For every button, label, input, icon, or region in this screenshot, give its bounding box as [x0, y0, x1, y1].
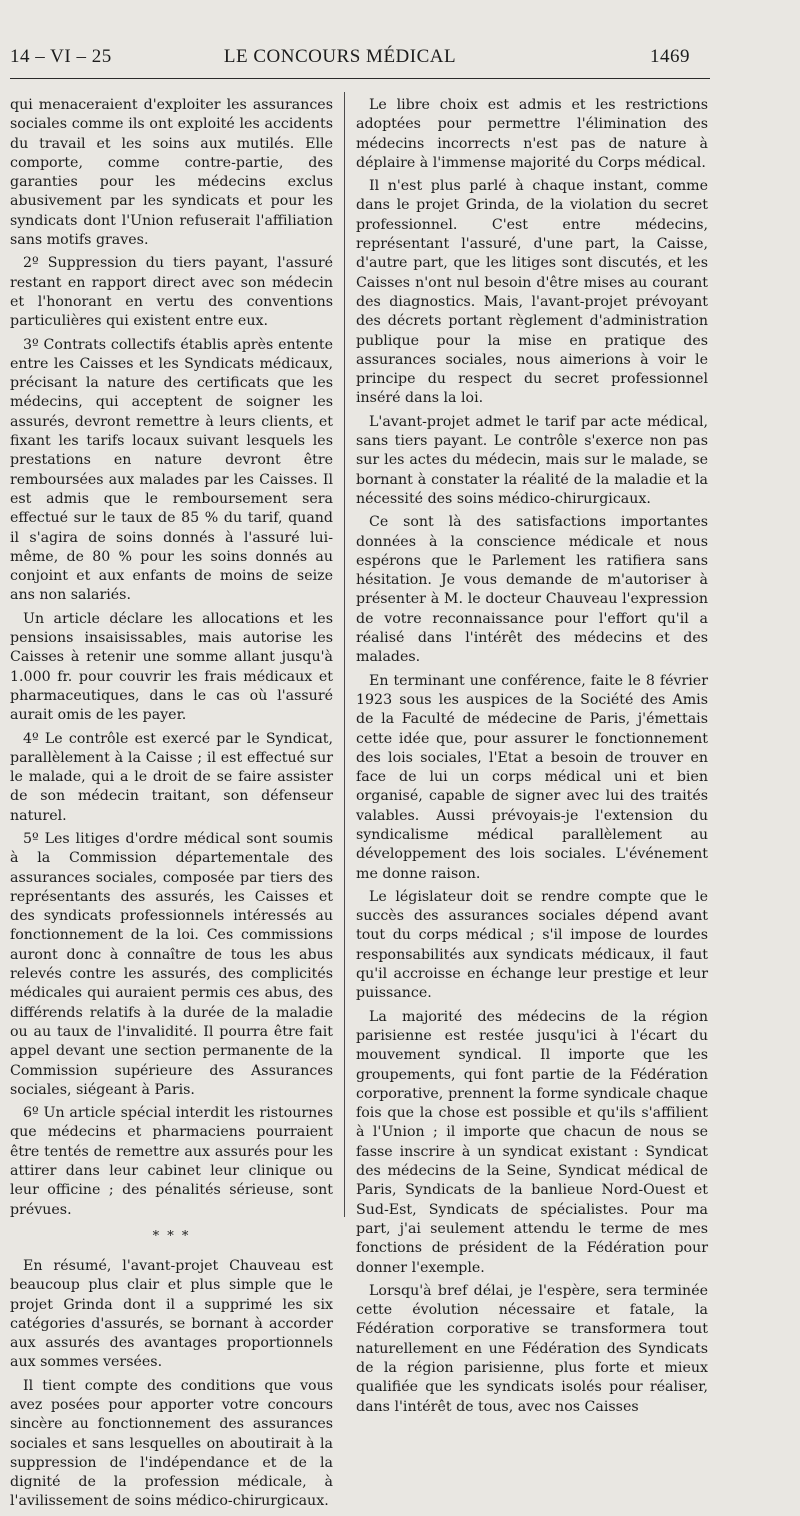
paragraph: En résumé, l'avant-projet Chauveau est beaucoup plus clair et plus simple que le projet Grinda dont il a supprimé les six catégories d'assurés, se bornant à accorder aux assurés des avantages proportionnels aux sommes versées.: [10, 1257, 333, 1371]
header-rule: [10, 78, 710, 79]
column-divider: [344, 92, 345, 1217]
section-asterism: * * *: [152, 1228, 191, 1244]
paragraph: 3º Contrats collectifs établis après entente entre les Caisses et les Syndicats médicaux, précisant la nature des certificats que les médecins, qui acceptent de soigner les assurés, devront remettre à leurs clients, et fixant les tarifs locaux suivant lesquels les prestations en nature devront être remboursées aux malades par les Caisses. Il est admis que le remboursement sera effectué sur le taux de 85 % du tarif, quand il s'agira de soins donnés à l'assuré lui-même, de 80 % pour les soins donnés au conjoint et aux enfants de moins de seize ans non salariés.: [10, 336, 333, 604]
left-column: [10, 96, 333, 1516]
header-journal-title: LE CONCOURS MÉDICAL: [223, 46, 457, 67]
header-date: 14 – VI – 25: [10, 46, 112, 67]
paragraph: Le législateur doit se rendre compte que le succès des assurances sociales dépend avant tout du corps médical ; s'il impose de lourdes responsabilités aux syndicats médicaux, il faut qu'il accroisse en échange leur prestige et leur puissance.: [356, 888, 708, 1002]
paragraph: Un article déclare les allocations et les pensions insaisissables, mais autorise les Caisses à retenir une somme allant jusqu'à 1.000 fr. pour couvrir les frais médicaux et pharmaceutiques, dans le cas où l'assuré aurait omis de les payer.: [10, 610, 333, 724]
paragraph: La majorité des médecins de la région parisienne est restée jusqu'ici à l'écart du mouvement syndical. Il importe que les groupements, qui font partie de la Fédération corporative, prennent la forme syndicale chaque fois que la chose est possible et qu'ils s'affilient à l'Union ; il importe que chacun de nous se fasse inscrire à un syndicat existant : Syndicat des médecins de la Seine, Syndicat médical de Paris, Syndicats de la banlieue Nord-Ouest et Sud-Est, Syndicats de spécialistes. Pour ma part, j'ai seulement attendu le terme de mes fonctions de président de la Fédération pour donner l'exemple.: [356, 1008, 708, 1276]
header-page-number: 1469: [650, 46, 690, 67]
paragraph: Il tient compte des conditions que vous avez posées pour apporter votre concours sincère au fonctionnement des assurances sociales et sans lesquelles on aboutirait à la suppression de l'indépendance et de la dignité de la profession médicale, à l'avilissement de soins médico-chirurgicaux.: [10, 1377, 333, 1510]
paragraph: Il n'est plus parlé à chaque instant, comme dans le projet Grinda, de la violation du secret professionnel. C'est entre médecins, représentant l'assuré, d'une part, la Caisse, d'autre part, que les litiges sont discutés, et les Caisses n'ont nul besoin d'être mises au courant des diagnostics. Mais, l'avant-projet prévoyant des décrets portant règlement d'administration publique pour la mise en pratique des assurances sociales, nous aimerions à voir le principe du respect du secret professionnel inséré dans la loi.: [356, 178, 708, 407]
paragraph: L'avant-projet admet le tarif par acte médical, sans tiers payant. Le contrôle s'exerce non pas sur les actes du médecin, mais sur le malade, se bornant à constater la réalité de la maladie et la nécessité des soins médico-chirurgicaux.: [356, 413, 708, 507]
paragraph: Le libre choix est admis et les restrictions adoptées pour permettre l'élimination des médecins incorrects n'est pas de nature à déplaire à l'immense majorité du Corps médical.: [356, 97, 708, 171]
right-column: [356, 96, 708, 1421]
paragraph: 2º Suppression du tiers payant, l'assuré restant en rapport direct avec son médecin et l'honorant en vertu des conventions particulières qui existent entre eux.: [10, 255, 333, 330]
paragraph: 6º Un article spécial interdit les ristournes que médecins et pharmaciens pourraient être tentés de remettre aux assurés pour les attirer dans leur cabinet leur clinique ou leur officine ; des pénalités sérieuse, sont prévues.: [10, 1105, 333, 1218]
paragraph: En terminant une conférence, faite le 8 février 1923 sous les auspices de la Société des Amis de la Faculté de médecine de Paris, j'émettais cette idée que, pour assurer le fonctionnement des lois sociales, l'Etat a besoin de trouver en face de lui un corps médical uni et bien organisé, capable de signer avec lui des traités valables. Aussi prévoyais-je l'extension du syndicalisme médical parallèlement au développement des lois sociales. L'événement me donne raison.: [356, 672, 708, 882]
paragraph: qui menaceraient d'exploiter les assurances sociales comme ils ont exploité les accidents du travail et les soins aux mutilés. Elle comporte, comme contre-partie, des garanties pour les médecins exclus abusivement par les syndicats et pour les syndicats dont l'Union refuserait l'affiliation sans motifs graves.: [10, 97, 333, 249]
paragraph: 4º Le contrôle est exercé par le Syndicat, parallèlement à la Caisse ; il est effectué sur le malade, qui a le droit de se faire assister de son médecin traitant, son défenseur naturel.: [10, 730, 333, 824]
paragraph: Lorsqu'à bref délai, je l'espère, sera terminée cette évolution nécessaire et fatale, la Fédération corporative se transformera tout naturellement en une Fédération des Syndicats de la région parisienne, plus forte et mieux qualifiée que les syndicats isolés pour réaliser, dans l'intérêt de tous, avec nos Caisses: [356, 1282, 708, 1415]
paragraph: 5º Les litiges d'ordre médical sont soumis à la Commission départementale des assurances sociales, composée par tiers des représentants des assurés, les Caisses et des syndicats professionnels intéressés au fonctionnement de la loi. Ces commissions auront donc à connaître de tous les abus relevés contre les assurés, des complicités médicales qui auraient permis ces abus, des différends relatifs à la durée de la maladie ou au taux de l'invalidité. Il pourra être fait appel devant une section permanente de la Commission supérieure des Assurances sociales, siégeant à Paris.: [10, 830, 333, 1098]
page-header: [0, 46, 800, 76]
paragraph: Ce sont là des satisfactions importantes données à la conscience médicale et nous espérons que le Parlement les ratifiera sans hésitation. Je vous demande de m'autoriser à présenter à M. le docteur Chauveau l'expression de votre reconnaissance pour l'effort qu'il a réalisé dans l'intérêt des médecins et des malades.: [356, 514, 708, 666]
